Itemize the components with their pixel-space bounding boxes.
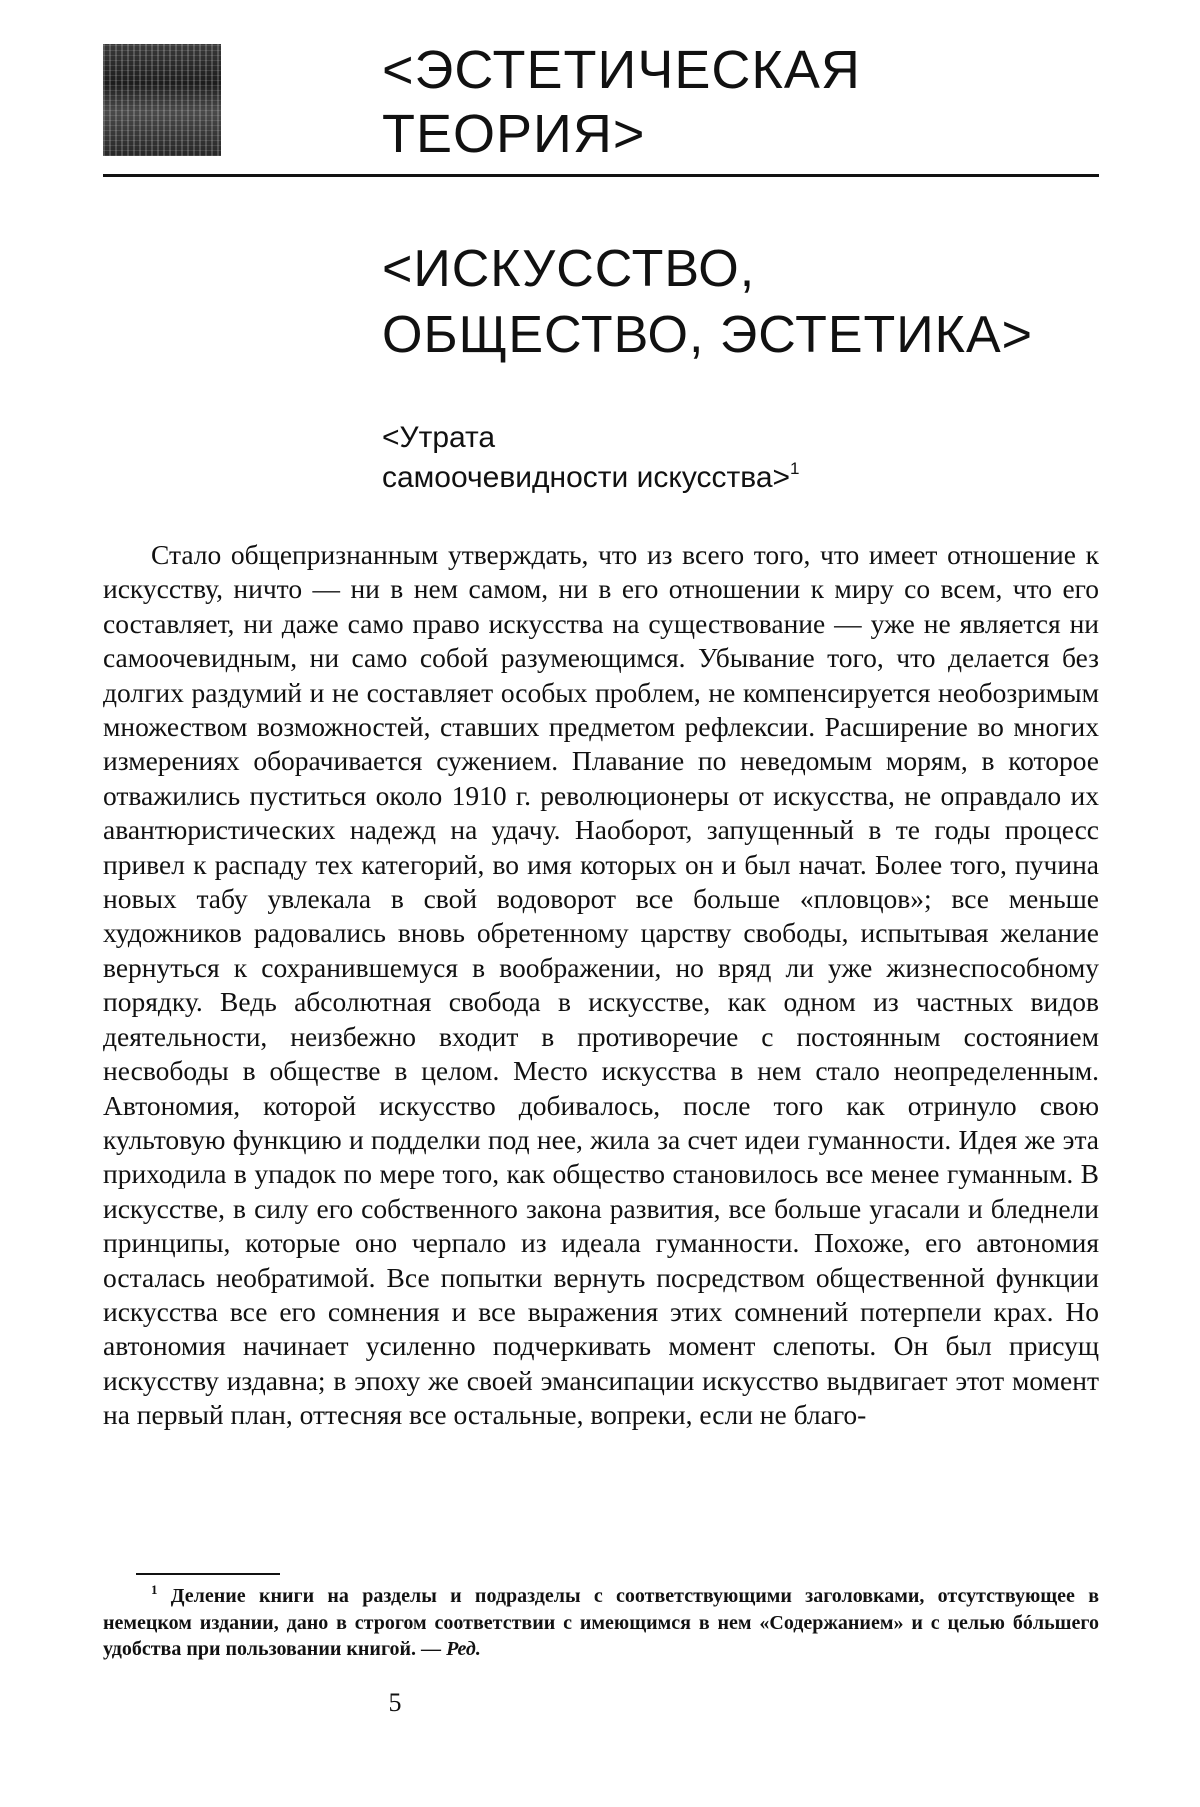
footnote bbox=[103, 1583, 1099, 1663]
page-number: 5 bbox=[388, 1688, 402, 1717]
chapter-title-line-1: <ИСКУССТВО, bbox=[382, 240, 756, 298]
chapter-title-line-2: ОБЩЕСТВО, ЭСТЕТИКА> bbox=[382, 306, 1034, 364]
footnote-attribution: Ред. bbox=[446, 1638, 481, 1660]
section-title-line-1: <Утрата bbox=[382, 421, 496, 454]
footnote-text: Деление книги на разделы и подразделы с соответствующими заголовками, отсутствующее в немецком издании, дано в строгом соответствии с имеющимся в нем «Содержанием» и с целью бóльшего удобства при пользовании книгой. — bbox=[103, 1585, 1099, 1660]
part-title-line-2: ТЕОРИЯ> bbox=[382, 104, 646, 164]
section-header-image bbox=[103, 44, 221, 156]
chapter-title bbox=[382, 236, 1122, 368]
part-title bbox=[382, 38, 1102, 166]
header-rule bbox=[103, 174, 1099, 177]
body-paragraph: Стало общепризнанным утверждать, что из всего того, что имеет отношение к искусству, ничто — ни в нем самом, ни в его отношении к миру со всем, что его составляет, ни даже само право искусства на существование — уже не является ни самоочевидным, ни само собой разумеющимся. Убывание того, что делается без долгих раздумий и не составляет особых проблем, не компенсируется необозримым множеством возможностей, ставших предметом рефлексии. Расширение во многих измерениях оборачивается сужением. Плавание по неведомым морям, в которое отважились пуститься около 1910 г. революционеры от искусства, не оправдало их авантюристических надежд на удачу. Наоборот, запущенный в те годы процесс привел к распаду тех категорий, во имя которых он и был начат. Более того, пучина новых табу увлекала в свой водоворот все больше «пловцов»; все меньше художников радовались вновь обретенному царству свободы, испытывая желание вернуться к сохранившемуся в воображении, но вряд ли уже жизнеспособному порядку. Ведь абсолютная свобода в искусстве, как одном из частных видов деятельности, неизбежно входит в противоречие с постоянным состоянием несвободы в обществе в целом. Место искусства в нем стало неопределенным. Автономия, которой искусство добивалось, после того как отринуло свою культовую функцию и подделки под нее, жила за счет идеи гуманности. Идея же эта приходила в упадок по мере того, как общество становилось все менее гуманным. В искусстве, в силу его собственного закона развития, все больше угасали и бледнели принципы, которые оно черпало из идеала гуманности. Похоже, его автономия осталась необратимой. Все попытки вернуть посредством общественной функции искусства все его сомнения и все выражения этих сомнений потерпели крах. Но автономия начинает усиленно подчеркивать момент слепоты. Он был присущ искусству издавна; в эпоху же своей эмансипации искусство выдвигает этот момент на первый план, оттесняя все остальные, вопреки, если не благо- bbox=[103, 539, 1099, 1431]
footnote-marker: 1 bbox=[151, 1582, 158, 1597]
footnote-separator bbox=[136, 1573, 280, 1575]
part-title-line-1: <ЭСТЕТИЧЕСКАЯ bbox=[382, 40, 861, 100]
footnote-reference: 1 bbox=[790, 459, 800, 478]
section-title bbox=[382, 418, 1082, 498]
section-title-line-2 bbox=[382, 458, 1082, 498]
section-title-line-2-text: самоочевидности искусства> bbox=[382, 461, 791, 494]
